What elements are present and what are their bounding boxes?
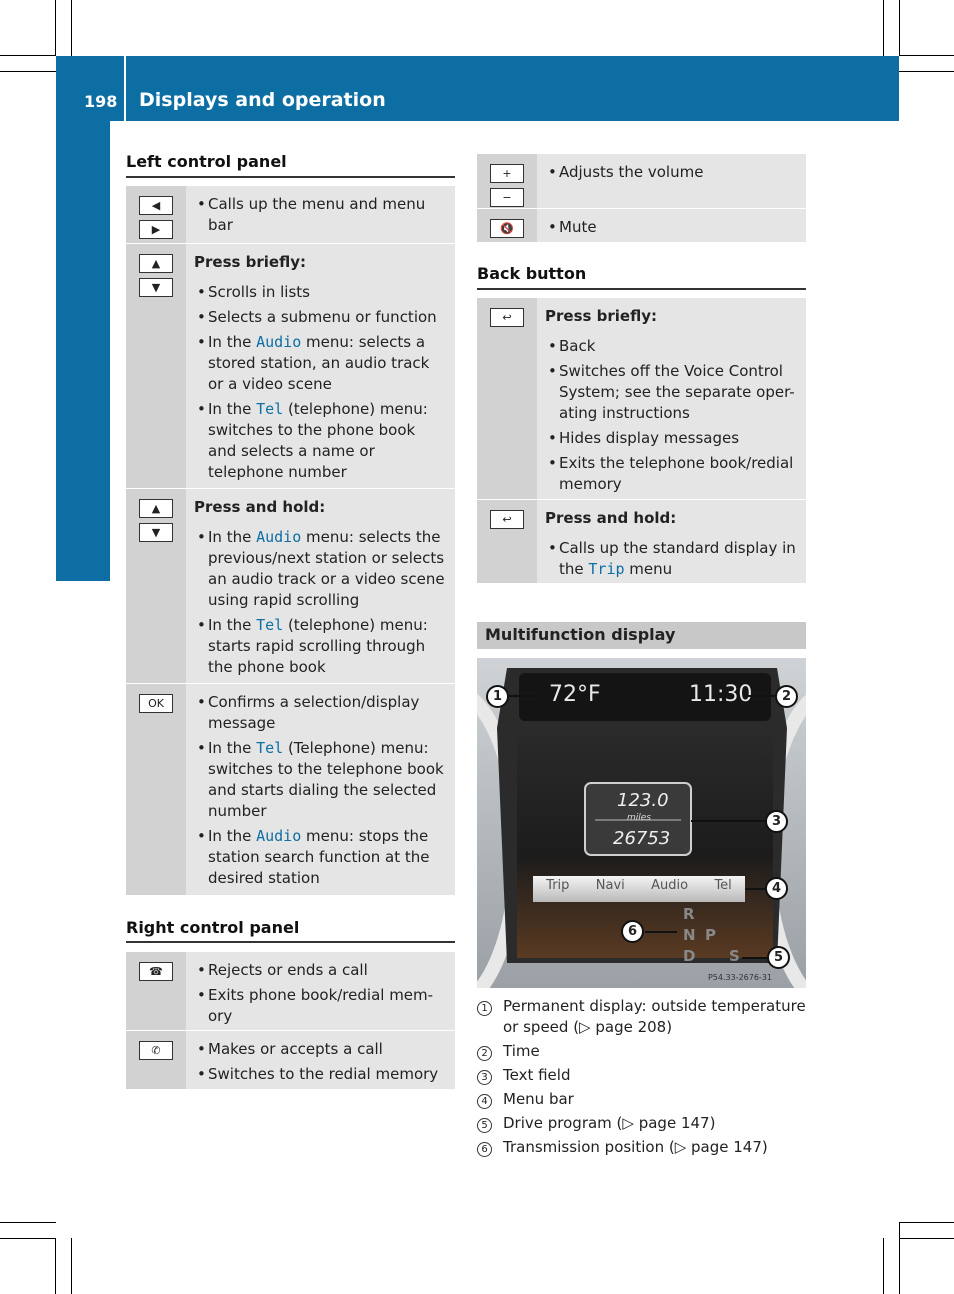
bullet-list [194,692,447,889]
key-icon: ▶ [139,220,173,239]
table-row [126,684,455,895]
list-item-text: (telephone) menu: starts rapid scrolling through the phone book [208,616,428,676]
legend-item [477,1137,807,1158]
legend-text: Transmission position (▷ page 147) [503,1138,768,1156]
section-rule [477,288,806,290]
bullet-list [545,538,798,580]
table-row [126,489,455,684]
list-item-text: In the [208,739,257,757]
list-item: • Selects a submenu or function [194,307,447,328]
list-item: • Mute [545,217,798,238]
list-item-text: In the [208,528,257,546]
list-item-text: In the [208,400,257,418]
left-panel-table [126,186,455,895]
legend-text: Drive program (▷ page 147) [503,1114,716,1132]
callout-2: 2 [775,685,798,708]
legend-item [477,1065,807,1086]
table-row [477,500,806,583]
crop-mark [899,1238,954,1239]
legend-text: Permanent display: outside temperature or speed (▷ page 208) [503,997,806,1036]
key-cell [126,952,186,1030]
multifunction-display-photo [477,658,806,988]
table-row [126,1031,455,1089]
menu-name: Tel [256,400,284,418]
callout-4: 4 [765,877,788,900]
list-item [194,826,447,889]
crop-mark [899,71,954,72]
table-row [477,298,806,500]
gear-d: D [683,947,696,965]
list-item: • Switches off the Voice Control System; see the separate oper-ating instructions [545,361,798,424]
list-item [194,399,447,483]
legend-number [477,996,503,1038]
crop-mark [899,55,954,56]
gear-n: N [683,926,696,944]
key-cell [126,1031,186,1089]
key-icon: + [490,164,524,183]
legend-number-circle: 2 [477,1046,492,1061]
list-item: • Rejects or ends a call [194,960,447,981]
bullet-list [194,960,447,1027]
bullet-list [545,162,798,183]
page-number: 198 [84,92,118,111]
bullet-list [545,217,798,238]
table-row [477,209,806,242]
volume-table [477,154,806,242]
list-item-text: Calls up the standard display in the [559,539,796,578]
right-panel-heading: Right control panel [126,918,300,937]
legend-item [477,1041,807,1062]
list-item: • Adjusts the volume [545,162,798,183]
callout-legend [477,996,807,1161]
bullet-list [194,282,447,483]
list-item [194,527,447,611]
list-item-text: menu: stops the station search function at the desired station [208,827,430,887]
menu-name: Tel [256,616,284,634]
section-rule [126,941,455,943]
bullet-list [194,527,447,678]
display-unit: miles [627,813,651,823]
back-button-heading: Back button [477,264,587,283]
list-item-text: (telephone) menu: switches to the phone book and selects a name or telephone number [208,400,428,481]
list-item: • Hides display messages [545,428,798,449]
legend-number [477,1065,503,1086]
section-rule [126,176,455,178]
crop-mark [0,55,56,56]
legend-text: Text field [503,1066,571,1084]
menu-bar-item: Audio [651,878,689,893]
image-reference: P54.33-2676-31 [707,973,772,982]
key-cell [477,500,537,583]
legend-item [477,1113,807,1134]
key-icon: ▼ [139,278,173,297]
crop-mark [71,1238,72,1294]
list-item-text: In the [208,333,257,351]
legend-item [477,1089,807,1110]
press-type-label: Press briefly: [194,253,306,271]
list-item-text: menu [624,560,673,578]
crop-mark [883,1238,884,1294]
legend-number [477,1089,503,1110]
callout-3: 3 [765,810,788,833]
list-item-text: menu: selects the previous/next station or selects an audio track or a video scene using rapid scrolling [208,528,445,609]
menu-name: Tel [256,739,284,757]
multifunction-heading: Multifunction display [477,622,806,649]
list-item: • Calls up the menu and menu bar [194,194,447,236]
press-type-label: Press and hold: [194,498,326,516]
key-cell [126,244,186,488]
description-cell [537,500,806,583]
key-cell [126,186,186,243]
list-item-text: In the [208,827,257,845]
key-cell [126,489,186,683]
crop-mark [899,0,900,56]
key-cell [477,298,537,499]
menu-bar-item: Tel [714,878,732,893]
key-icon: ✆ [139,1041,173,1060]
legend-text: Time [503,1042,540,1060]
menu-bar-item: Trip [546,878,570,893]
description-cell [186,489,455,683]
list-item-text: In the [208,616,257,634]
list-item-text: (Telephone) menu: switches to the telephone book and starts dialing the selected number [208,739,444,820]
legend-number-circle: 4 [477,1094,492,1109]
key-icon: ▲ [139,254,173,273]
drive-program: S [729,947,740,965]
menu-name: Audio [256,827,302,845]
crop-mark [55,0,56,56]
list-item [194,738,447,822]
description-cell [537,154,806,208]
key-cell [126,684,186,895]
description-cell [186,186,455,243]
description-cell [186,244,455,488]
menu-bar-item: Navi [595,878,625,893]
left-panel-heading: Left control panel [126,152,287,171]
callout-1: 1 [486,685,509,708]
list-item: • Confirms a selection/display message [194,692,447,734]
display-temperature: 72°F [549,682,601,707]
list-item: • Scrolls in lists [194,282,447,303]
menu-name: Audio [256,333,302,351]
legend-number [477,1113,503,1134]
back-button-table [477,298,806,583]
bullet-list [194,1039,447,1085]
crop-mark [55,1238,56,1294]
display-trip-value: 123.0 [617,790,669,811]
key-icon: ☎ [139,962,173,981]
legend-number-circle: 3 [477,1070,492,1085]
list-item-text: menu: selects a stored station, an audio track or a video scene [208,333,430,393]
callout-5: 5 [767,946,790,969]
display-odometer: 26753 [613,828,671,849]
press-type-label: Press briefly: [545,307,657,325]
description-cell [537,209,806,242]
table-row [126,952,455,1031]
crop-mark [899,1222,900,1294]
bullet-list [194,194,447,236]
table-row [126,186,455,244]
page-title: Displays and operation [139,89,386,111]
table-row [477,154,806,209]
header-separator [124,56,126,121]
bullet-list [545,336,798,495]
key-icon: ↩ [490,510,524,529]
crop-mark [0,1222,56,1223]
legend-text: Menu bar [503,1090,574,1108]
description-cell [186,684,455,895]
list-item [194,615,447,678]
key-cell [477,154,537,208]
description-cell [186,952,455,1030]
crop-mark [883,0,884,56]
callout-6: 6 [621,920,644,943]
gear-p: P [705,926,716,944]
gear-r: R [683,905,695,923]
menu-name: Trip [588,560,625,578]
list-item: • Exits the telephone book/redial memory [545,453,798,495]
press-type-label: Press and hold: [545,509,677,527]
legend-number [477,1137,503,1158]
menu-name: Audio [256,528,302,546]
key-icon: OK [139,694,173,713]
key-icon: ▼ [139,523,173,542]
page-header [56,56,899,121]
key-icon: ◀ [139,196,173,215]
list-item: • Switches to the redial memory [194,1064,447,1085]
legend-number [477,1041,503,1062]
key-cell [477,209,537,242]
key-icon: ▲ [139,499,173,518]
list-item [545,538,798,580]
side-tab-text: On-board computer and displays [71,160,95,530]
crop-mark [899,1222,954,1223]
crop-mark [0,71,56,72]
legend-number-circle: 5 [477,1118,492,1133]
legend-number-circle: 1 [477,1001,492,1016]
crop-mark [71,0,72,56]
table-row [126,244,455,489]
list-item: • Back [545,336,798,357]
crop-mark [0,1238,56,1239]
legend-item [477,996,807,1038]
list-item [194,332,447,395]
right-panel-table [126,952,455,1089]
description-cell [537,298,806,499]
legend-number-circle: 6 [477,1142,492,1157]
description-cell [186,1031,455,1089]
list-item: • Makes or accepts a call [194,1039,447,1060]
list-item: • Exits phone book/redial mem-ory [194,985,447,1027]
key-icon: 🔇 [490,219,524,238]
key-icon: ↩ [490,308,524,327]
display-time: 11:30 [689,682,753,707]
key-icon: − [490,188,524,207]
